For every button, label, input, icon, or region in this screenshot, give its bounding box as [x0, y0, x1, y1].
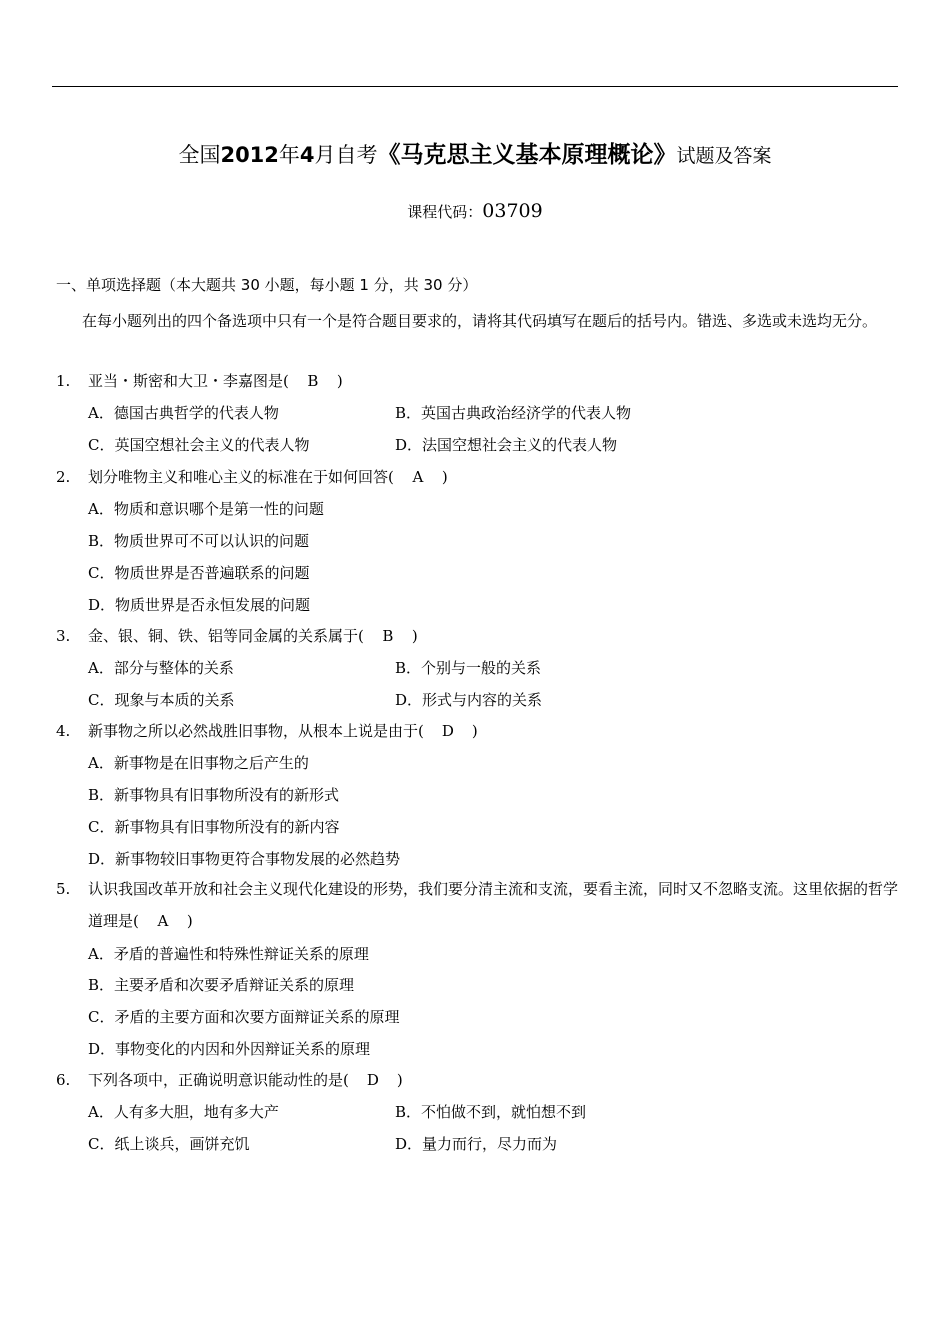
option-c: C．纸上谈兵，画饼充饥	[88, 1135, 250, 1153]
option-b: B．个别与一般的关系	[395, 659, 542, 677]
option-d: D．事物变化的内因和外因辩证关系的原理	[88, 1040, 371, 1058]
header-rule	[52, 86, 898, 87]
bracket-close: )	[186, 912, 193, 930]
question-number: 3.	[56, 627, 71, 645]
option-d: D．物质世界是否永恒发展的问题	[88, 596, 311, 614]
option-a: A．物质和意识哪个是第一性的问题	[88, 500, 324, 518]
option-d: D．量力而行，尽力而为	[395, 1135, 558, 1153]
title-month: 4	[299, 143, 315, 167]
option-c: C．现象与本质的关系	[88, 691, 235, 709]
option-b: B．新事物具有旧事物所没有的新形式	[88, 786, 340, 804]
question-number: 1.	[56, 372, 71, 390]
option-a: A．新事物是在旧事物之后产生的	[88, 754, 309, 772]
answer: A	[412, 468, 424, 486]
answer: D	[441, 722, 454, 740]
title-year: 2012	[220, 143, 279, 167]
course-code-value: 03709	[482, 200, 543, 222]
question-stem	[88, 465, 448, 489]
stem-text: 认识我国改革开放和社会主义现代化建设的形势，我们要分清主流和支流，要看主流，同时又不忽略支流。这里依据的哲学道理是(	[88, 880, 899, 930]
stem-text: 金、银、铜、铁、铝等同金属的关系属于(	[88, 627, 364, 645]
question-stem	[88, 1068, 403, 1092]
option-d: D．法国空想社会主义的代表人物	[395, 436, 618, 454]
option-b: B．英国古典政治经济学的代表人物	[395, 404, 632, 422]
option-a: A．部分与整体的关系	[88, 659, 234, 677]
title-suffix: 试题及答案	[676, 145, 772, 167]
answer: B	[307, 372, 319, 390]
section-heading: 一、单项选择题（本大题共 30 小题，每小题 1 分，共 30 分）	[56, 276, 478, 294]
bracket-close: )	[441, 468, 448, 486]
question-number: 6.	[56, 1071, 71, 1089]
option-d: D．新事物较旧事物更符合事物发展的必然趋势	[88, 850, 401, 868]
option-c: C．矛盾的主要方面和次要方面辩证关系的原理	[88, 1008, 400, 1026]
answer: D	[366, 1071, 379, 1089]
question-number: 4.	[56, 722, 71, 740]
option-b: B．主要矛盾和次要矛盾辩证关系的原理	[88, 976, 355, 994]
section-instruction: 在每小题列出的四个备选项中只有一个是符合题目要求的，请将其代码填写在题后的括号内。错选、多选或未选均无分。	[82, 312, 878, 330]
bracket-close: )	[471, 722, 478, 740]
document-title	[0, 140, 950, 171]
option-a: A．德国古典哲学的代表人物	[88, 404, 279, 422]
option-c: C．物质世界是否普遍联系的问题	[88, 564, 310, 582]
option-c: C．英国空想社会主义的代表人物	[88, 436, 310, 454]
option-a: A．矛盾的普遍性和特殊性辩证关系的原理	[88, 945, 369, 963]
answer: B	[382, 627, 394, 645]
course-code	[0, 198, 950, 225]
question-stem	[88, 719, 478, 743]
title-part: 年	[278, 143, 300, 167]
question-stem	[88, 873, 900, 937]
bracket-close: )	[336, 372, 343, 390]
answer: A	[157, 912, 169, 930]
stem-text: 划分唯物主义和唯心主义的标准在于如何回答(	[88, 468, 394, 486]
title-part: 月自考	[314, 143, 378, 167]
question-number: 2.	[56, 468, 71, 486]
option-d: D．形式与内容的关系	[395, 691, 543, 709]
option-c: C．新事物具有旧事物所没有的新内容	[88, 818, 340, 836]
stem-text: 亚当・斯密和大卫・李嘉图是(	[88, 372, 289, 390]
question-stem	[88, 624, 418, 648]
option-b: B．不怕做不到，就怕想不到	[395, 1103, 587, 1121]
bracket-close: )	[396, 1071, 403, 1089]
title-part: 全国	[178, 143, 221, 167]
option-a: A．人有多大胆，地有多大产	[88, 1103, 279, 1121]
title-course-name: 《马克思主义基本原理概论》	[377, 142, 677, 168]
stem-text: 新事物之所以必然战胜旧事物，从根本上说是由于(	[88, 722, 424, 740]
stem-text: 下列各项中，正确说明意识能动性的是(	[88, 1071, 349, 1089]
question-stem	[88, 369, 343, 393]
question-number: 5.	[56, 880, 71, 898]
bracket-close: )	[411, 627, 418, 645]
option-b: B．物质世界可不可以认识的问题	[88, 532, 310, 550]
course-code-label: 课程代码：	[407, 203, 483, 221]
